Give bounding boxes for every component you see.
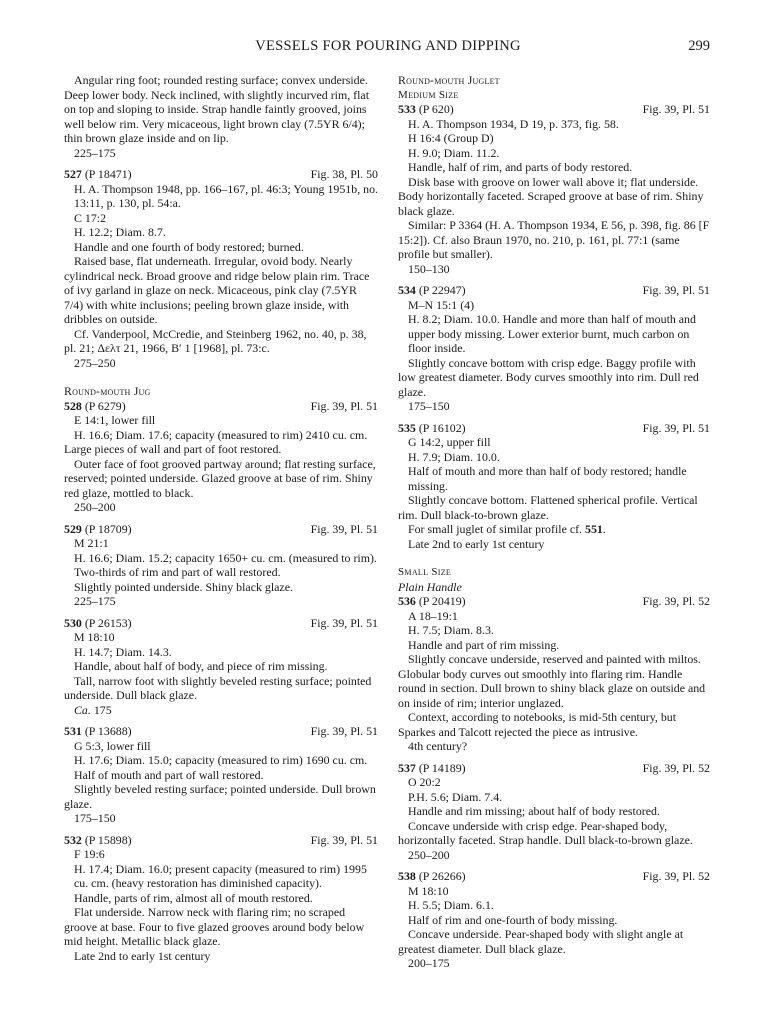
deposit: M 18:10 [408, 883, 449, 898]
deposit: G 5:3, lower fill [74, 738, 151, 753]
catalog-entry-531 [64, 724, 378, 826]
catalog-entry-532 [64, 833, 378, 964]
condition: Handle and one fourth of body restored; burned. [74, 239, 304, 254]
catalog-entry-528 [64, 399, 378, 515]
figure-reference: Fig. 38, Pl. 50 [310, 167, 378, 181]
entry-date: Late 2nd to early 1st century [408, 536, 545, 551]
cf-entry-link[interactable]: 551 [585, 522, 603, 536]
figure-reference: Fig. 39, Pl. 51 [642, 420, 710, 435]
entry-heading [64, 522, 378, 537]
context-note: Context, according to notebooks, is mid-5th century, but Sparkes and Talcott rejected the piece as intrusive. [398, 710, 677, 739]
entry-description: Angular ring foot; rounded resting surface; convex underside. Deep lower body. Neck inclined, with slightly incurved rim, flat on top and sloping to inside. Strap handle faintly grooved, joins well below rim. Very micaceous, light brown clay (7.5YR 6/4); thin brown glaze inside and on lip. [64, 73, 370, 145]
dimensions: P.H. 5.6; Diam. 7.4. [408, 789, 503, 804]
inventory-number: (P 22947) [418, 283, 466, 297]
entry-number: 535 [398, 420, 416, 435]
dimensions: H. 9.0; Diam. 11.2. [408, 145, 500, 160]
entry-heading [398, 594, 710, 609]
section-heading: Round-mouth Jug [64, 384, 151, 398]
entry-number: 529 [64, 521, 82, 536]
entry-date: 250–200 [74, 500, 116, 514]
catalog-entry-534 [398, 283, 710, 414]
catalog-entry-537 [398, 761, 710, 863]
entry-description: Concave underside. Pear-shaped body with slight angle at greatest diameter. Dull black glaze. [398, 927, 684, 956]
figure-reference: Fig. 39, Pl. 52 [642, 760, 710, 775]
deposit: M 18:10 [74, 630, 115, 644]
dimensions: H. 17.6; Diam. 15.0; capacity (measured to rim) 1690 cu. cm. [74, 753, 368, 767]
entry-number: 527 [64, 167, 82, 181]
entry-description: Slightly pointed underside. Shiny black glaze. [74, 579, 293, 594]
inventory-number: (P 26153) [84, 615, 132, 630]
cf-text: For small juglet of similar profile cf. [408, 522, 583, 536]
entry-number: 536 [398, 594, 416, 608]
entry-date: 250–200 [408, 847, 450, 862]
catalog-entry-533 [398, 102, 710, 276]
deposit: F 19:6 [74, 847, 105, 861]
entry-description: Raised base, flat underneath. Irregular, ovoid body. Nearly cylindrical neck. Broad groove and ridge below plain rim. Trace of ivy garland in glaze on neck. Micaceous, pink clay (7.5YR 7/4) with white inclusions; peeling brown glaze inside, with dribbles on outside. [64, 254, 370, 326]
entry-description: Disk base with groove on lower wall above it; flat underside. Body horizontally faceted. Scraped groove at base of rim. Shiny black glaze. [398, 174, 704, 218]
bibliography: H. A. Thompson 1934, D 19, p. 373, fig. 58. [408, 116, 619, 131]
entry-number: 534 [398, 283, 416, 297]
subsubsection-heading: Plain Handle [398, 579, 462, 594]
comparanda: Cf. Vanderpool, McCredie, and Steinberg 1962, no. 40, p. 38, pl. 21; Δελτ 21, 1966, Β′ 1 [1968], pl. 73:c. [64, 326, 367, 355]
entry-number: 538 [398, 869, 416, 883]
figure-reference: Fig. 39, Pl. 51 [310, 398, 378, 413]
entry-date: 275–250 [74, 355, 116, 370]
entry-heading [64, 833, 378, 848]
inventory-number: (P 18709) [84, 521, 132, 536]
deposit: H 16:4 (Group D) [408, 131, 494, 145]
entry-heading [64, 399, 378, 414]
catalog-entry-535 [398, 421, 710, 552]
condition: Half of mouth and more than half of body restored; handle missing. [408, 464, 687, 493]
figure-reference: Fig. 39, Pl. 51 [310, 832, 378, 847]
left-column [64, 73, 378, 963]
bibliography: H. A. Thompson 1948, pp. 166–167, pl. 46:3; Young 1951b, no. 13:11, p. 130, pl. 54:a. [74, 181, 379, 210]
entry-number: 531 [64, 724, 82, 738]
entry-date: 175–150 [408, 399, 450, 413]
entry-number: 528 [64, 398, 82, 413]
inventory-number: (P 15898) [84, 832, 132, 847]
entry-heading [64, 724, 378, 739]
entry-date: 175–150 [74, 811, 116, 825]
inventory-number: (P 14189) [418, 760, 466, 775]
inventory-number: (P 6279) [84, 398, 126, 413]
catalog-entry-538 [398, 869, 710, 971]
entry-date: 150–130 [408, 261, 450, 276]
condition: Handle, parts of rim, almost all of mouth restored. [74, 890, 313, 905]
entry-description: Tall, narrow foot with slightly beveled resting surface; pointed underside. Dull black glaze. [64, 673, 372, 702]
subsection-heading: Small Size [398, 566, 452, 578]
similar-pieces: Similar: P 3364 (H. A. Thompson 1934, E 56, p. 398, fig. 86 [F 15:2]). Cf. also Braun 1970, no. 210, p. 161, pl. 77:1 (same profile but smaller). [398, 218, 710, 261]
running-title: VESSELS FOR POURING AND DIPPING [255, 38, 521, 54]
catalog-entry-529 [64, 522, 378, 609]
deposit: C 17:2 [74, 210, 107, 225]
right-column [398, 73, 710, 971]
condition: Half of mouth and part of wall restored. [74, 767, 264, 782]
condition: Handle, about half of body, and piece of rim missing. [74, 659, 328, 673]
catalog-entry-527 [64, 167, 378, 370]
deposit: M 21:1 [74, 536, 109, 550]
entry-description: Outer face of foot grooved partway around; flat resting surface, reserved; pointed underside. Glazed groove at base of rim. Shiny red glaze, mottled to black. [64, 456, 376, 500]
condition: Two-thirds of rim and part of wall restored. [74, 565, 281, 579]
inventory-number: (P 20419) [418, 594, 466, 608]
entry-heading [64, 616, 378, 631]
dimensions: H. 16.6; Diam. 15.2; capacity 1650+ cu. cm. (measured to rim). [74, 550, 377, 565]
entry-heading [398, 102, 710, 117]
figure-reference: Fig. 39, Pl. 51 [310, 724, 378, 738]
entry-description: Concave underside with crisp edge. Pear-shaped body, horizontally faceted. Strap handle. Dull black-to-brown glaze. [398, 818, 693, 847]
entry-continued [64, 73, 378, 160]
dimensions: H. 14.7; Diam. 14.3. [74, 644, 172, 659]
entry-description: Slightly concave bottom with crisp edge. Baggy profile with low greatest diameter. Body curves smoothly into rim. Dull red glaze. [398, 355, 699, 399]
condition: Handle and part of rim missing. [408, 637, 560, 652]
entry-date: 225–175 [74, 594, 116, 608]
figure-reference: Fig. 39, Pl. 51 [642, 283, 710, 297]
entry-heading [64, 167, 378, 182]
condition: Half of rim and one-fourth of body missing. [408, 912, 618, 927]
deposit: G 14:2, upper fill [408, 435, 491, 449]
dimensions: H. 16.6; Diam. 17.6; capacity (measured to rim) 2410 cu. cm. [74, 427, 368, 442]
entry-date: Late 2nd to early 1st century [74, 948, 211, 963]
dimensions: H. 7.9; Diam. 10.0. [408, 449, 500, 464]
comparanda [398, 522, 710, 537]
entry-date: 225–175 [74, 145, 116, 160]
subsection-heading: Medium Size [398, 88, 459, 101]
deposit: M–N 15:1 (4) [408, 297, 475, 312]
page-number: 299 [688, 38, 710, 54]
figure-reference: Fig. 39, Pl. 51 [310, 521, 378, 536]
dimensions: H. 12.2; Diam. 8.7. [74, 225, 166, 239]
deposit: E 14:1, lower fill [74, 413, 156, 427]
circa-label: Ca. [74, 702, 91, 717]
entry-description: Slightly beveled resting surface; pointed underside. Dull brown glaze. [64, 782, 376, 811]
condition: Large pieces of wall and part of foot restored. [64, 442, 282, 456]
catalog-entry-536 [398, 594, 710, 754]
entry-number: 532 [64, 832, 82, 847]
entry-heading [398, 283, 710, 298]
dimensions: H. 17.4; Diam. 16.0; present capacity (measured to rim) 1995 cu. cm. (heavy restoration has diminished capacity). [74, 861, 367, 890]
condition: Handle, half of rim, and parts of body restored. [408, 160, 633, 174]
entry-heading [398, 869, 710, 884]
inventory-number: (P 13688) [84, 724, 132, 738]
entry-date: 200–175 [408, 956, 450, 970]
condition: Handle and rim missing; about half of body restored. [408, 804, 660, 818]
dimensions: H. 8.2; Diam. 10.0. Handle and more than half of mouth and upper body missing. Lower exterior burnt, much carbon on floor inside. [408, 312, 696, 355]
inventory-number: (P 26266) [418, 869, 466, 883]
deposit: O 20:2 [408, 775, 441, 789]
figure-reference: Fig. 39, Pl. 51 [642, 102, 710, 116]
entry-description: Slightly concave underside, reserved and painted with miltos. Globular body curves out smoothly into flaring rim. Handle round in section. Dull brown to shiny black glaze on outside and on inside of rim; interior unglazed. [398, 652, 706, 710]
inventory-number: (P 620) [418, 102, 454, 116]
cf-end: . [602, 522, 606, 536]
deposit: A 18–19:1 [408, 608, 458, 623]
entry-description: Flat underside. Narrow neck with flaring rim; no scraped groove at base. Four to five glazed grooves around body below mid height. Metallic black glaze. [64, 905, 365, 948]
entry-number: 537 [398, 760, 416, 775]
entry-date [64, 703, 378, 718]
inventory-number: (P 16102) [418, 420, 466, 435]
inventory-number: (P 18471) [84, 167, 132, 181]
date-value: 175 [93, 702, 112, 717]
entry-description: Slightly concave bottom. Flattened spherical profile. Vertical rim. Dull black-to-brown glaze. [398, 493, 698, 522]
entry-number: 530 [64, 615, 82, 630]
dimensions: H. 5.5; Diam. 6.1. [408, 898, 494, 912]
catalog-entry-530 [64, 616, 378, 718]
page-header [66, 38, 710, 58]
entry-date: 4th century? [408, 739, 468, 753]
figure-reference: Fig. 39, Pl. 52 [642, 594, 710, 608]
figure-reference: Fig. 39, Pl. 52 [642, 869, 710, 883]
entry-heading [398, 421, 710, 436]
section-heading: Round-mouth Juglet [398, 73, 500, 87]
entry-number: 533 [398, 102, 416, 116]
entry-heading [398, 761, 710, 776]
figure-reference: Fig. 39, Pl. 51 [310, 615, 378, 630]
dimensions: H. 7.5; Diam. 8.3. [408, 623, 494, 637]
